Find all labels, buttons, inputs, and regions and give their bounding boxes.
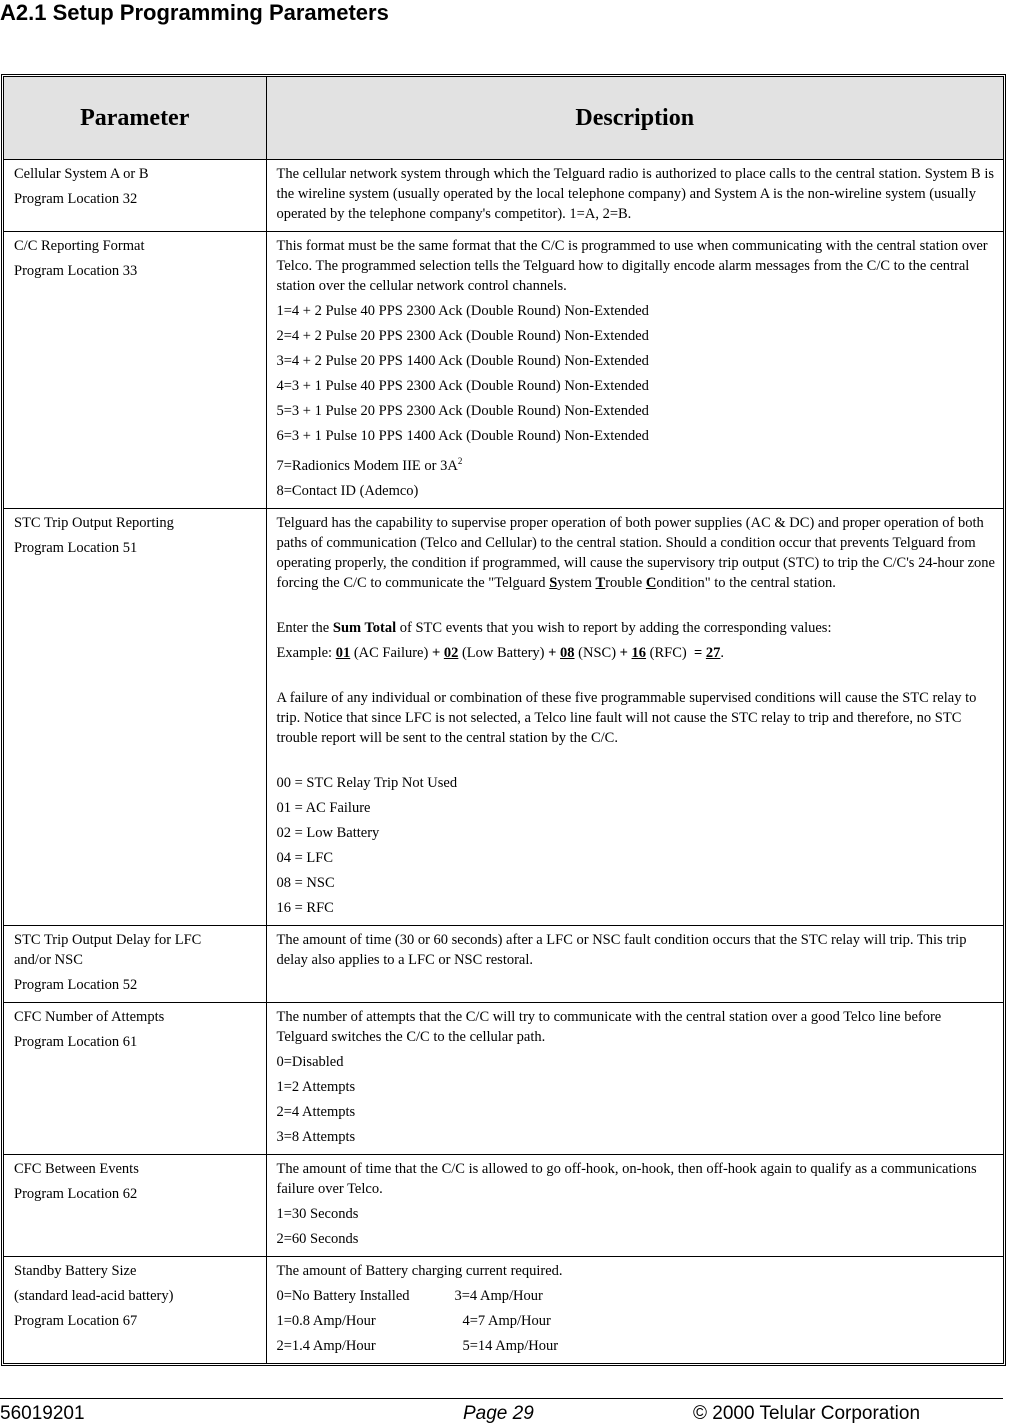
description-cell bbox=[266, 1256, 1003, 1363]
program-location: Program Location 61 bbox=[14, 1033, 138, 1050]
sum-total-label: Sum Total bbox=[332, 619, 397, 636]
example-label: Example: bbox=[276, 644, 333, 661]
battery-option: 3=4 Amp/Hour bbox=[454, 1287, 543, 1304]
parameter-note: (standard lead-acid battery) bbox=[14, 1287, 174, 1304]
parameter-name: C/C Reporting Format bbox=[14, 238, 145, 254]
stc-code: 04 = LFC bbox=[276, 849, 334, 866]
battery-option-row bbox=[277, 1336, 996, 1356]
program-location: Program Location 33 bbox=[14, 263, 138, 279]
battery-option-row bbox=[277, 1311, 996, 1331]
example-text: (NSC) bbox=[578, 644, 617, 661]
description-text: The number of attempts that the C/C will try to communicate with the central station over a good Telco line before Telguard switches the C/C to the cellular path. bbox=[276, 1008, 942, 1045]
plus-sign: + bbox=[431, 644, 441, 661]
description-cell bbox=[266, 508, 1003, 925]
parameter-name: STC Trip Output Reporting bbox=[14, 514, 174, 531]
parameter-cell bbox=[4, 925, 266, 1002]
description-cell bbox=[266, 232, 1003, 509]
intro-text: Telguard has the capability to supervise proper operation of both power supplies (AC & DC) and proper operation of both paths of communication (Telco and Cellular) to the central station. Should a condition occur that prevents Telguard from operating properly, the condition if programmed, will cause the supervisory trip output (STC) to trip the C/C's 24-hour zone forcing the C/C to communicate the "Telguard bbox=[276, 514, 995, 591]
stc-code: 08 = NSC bbox=[276, 874, 335, 891]
battery-option: 5=14 Amp/Hour bbox=[462, 1337, 559, 1354]
format-option: 8=Contact ID (Ademco) bbox=[276, 482, 419, 499]
parameter-name: STC Trip Output Delay for LFC and/or NSC bbox=[14, 931, 202, 968]
program-location: Program Location 51 bbox=[14, 539, 138, 556]
example-value: 01 bbox=[335, 644, 351, 661]
description-text: This format must be the same format that the C/C is programmed to use when communicating with the central station over Telco. The programmed selection tells the Telguard how to digitally encode alarm messages from the C/C to the central station over the cellular network control channels. bbox=[276, 238, 988, 294]
parameter-cell bbox=[4, 1154, 266, 1256]
stc-code: 00 = STC Relay Trip Not Used bbox=[276, 774, 458, 791]
example-text: (RFC) bbox=[649, 644, 687, 661]
attempt-option: 1=2 Attempts bbox=[276, 1078, 356, 1095]
plus-sign: + bbox=[619, 644, 628, 661]
parameter-cell bbox=[4, 160, 266, 232]
interval-option: 1=30 Seconds bbox=[276, 1205, 359, 1222]
example-value: 16 bbox=[631, 644, 647, 661]
description-text: The amount of time (30 or 60 seconds) after a LFC or NSC fault condition occurs that the STC relay will trip. This trip delay also applies to a LFC or NSC restoral. bbox=[276, 931, 967, 968]
description-header: Description bbox=[266, 77, 1003, 160]
header-row bbox=[4, 77, 1003, 160]
battery-option: 1=0.8 Amp/Hour bbox=[276, 1312, 376, 1329]
format-option: 1=4 + 2 Pulse 40 PPS 2300 Ack (Double Round) Non-Extended bbox=[276, 303, 649, 319]
instruction-text: Enter the bbox=[276, 619, 333, 636]
attempt-option: 0=Disabled bbox=[276, 1053, 344, 1070]
stc-code: 16 = RFC bbox=[276, 899, 334, 916]
description-cell bbox=[266, 925, 1003, 1002]
program-location: Program Location 62 bbox=[14, 1185, 138, 1202]
description-text: The amount of time that the C/C is allowed to go off-hook, on-hook, then off-hook again to qualify as a communications failure over Telco. bbox=[276, 1160, 977, 1197]
intro-text: ystem bbox=[557, 574, 596, 591]
table-row bbox=[4, 232, 1003, 509]
intro-text: ondition" to the central station. bbox=[656, 574, 836, 591]
description-cell bbox=[266, 1002, 1003, 1154]
table-row bbox=[4, 1154, 1003, 1256]
program-location: Program Location 67 bbox=[14, 1312, 138, 1329]
table-row bbox=[4, 1256, 1003, 1363]
format-option-text: 7=Radionics Modem IIE or 3A bbox=[276, 457, 458, 474]
parameter-name: CFC Between Events bbox=[14, 1160, 139, 1177]
format-option bbox=[277, 451, 996, 476]
stc-code: 01 = AC Failure bbox=[276, 799, 371, 816]
example-text: . bbox=[720, 644, 725, 661]
parameters-table bbox=[1, 74, 1006, 1366]
description-cell bbox=[266, 160, 1003, 232]
format-option: 5=3 + 1 Pulse 20 PPS 2300 Ack (Double Round) Non-Extended bbox=[276, 403, 649, 419]
table-row bbox=[4, 508, 1003, 925]
program-location: Program Location 32 bbox=[14, 191, 138, 207]
underlined-letter: C bbox=[645, 574, 657, 591]
battery-option-row bbox=[277, 1286, 996, 1306]
sum-total-instruction bbox=[277, 618, 996, 638]
description-cell bbox=[266, 1154, 1003, 1256]
footnote-superscript: 2 bbox=[457, 456, 463, 466]
description-text bbox=[277, 513, 996, 593]
failure-note: A failure of any individual or combination of these five programmable supervised conditions will cause the STC relay to trip. Notice that since LFC is not selected, a Telco line fault will not cause the STC relay to trip and therefore, no STC trouble report will be sent to the central station by the C/C. bbox=[276, 689, 977, 746]
parameter-cell bbox=[4, 1002, 266, 1154]
equals-sign: = bbox=[694, 644, 703, 661]
example-total: 27 bbox=[705, 644, 721, 661]
example-value: 08 bbox=[560, 644, 575, 661]
intro-text: rouble bbox=[605, 574, 646, 591]
parameter-name: Standby Battery Size bbox=[14, 1262, 137, 1279]
program-location: Program Location 52 bbox=[14, 976, 138, 993]
example-text: (AC Failure) bbox=[353, 644, 429, 661]
parameter-name: CFC Number of Attempts bbox=[14, 1008, 165, 1025]
parameter-cell bbox=[4, 508, 266, 925]
format-option: 2=4 + 2 Pulse 20 PPS 2300 Ack (Double Round) Non-Extended bbox=[276, 328, 649, 344]
underlined-letter: S bbox=[549, 574, 558, 591]
parameter-name: Cellular System A or B bbox=[14, 166, 149, 182]
description-text: The cellular network system through which the Telguard radio is authorized to place calls to the central station. System B is the wireline system (usually operated by the local telephone company) and System A is the non-wireline system (usually operated by the telephone company's competitor). 1=A, 2=B. bbox=[276, 166, 994, 222]
example-value: 02 bbox=[443, 644, 459, 661]
attempt-option: 2=4 Attempts bbox=[276, 1103, 356, 1120]
stc-code: 02 = Low Battery bbox=[276, 824, 380, 841]
table-row bbox=[4, 1002, 1003, 1154]
description-text: The amount of Battery charging current required. bbox=[276, 1262, 563, 1279]
plus-sign: + bbox=[548, 644, 557, 661]
instruction-text: of STC events that you wish to report by adding the corresponding values: bbox=[396, 619, 832, 636]
table-row bbox=[4, 925, 1003, 1002]
battery-option: 4=7 Amp/Hour bbox=[462, 1312, 551, 1329]
format-option: 6=3 + 1 Pulse 10 PPS 1400 Ack (Double Round) Non-Extended bbox=[276, 428, 649, 444]
parameter-cell bbox=[4, 232, 266, 509]
underlined-letter: T bbox=[595, 574, 606, 591]
battery-option: 2=1.4 Amp/Hour bbox=[276, 1337, 376, 1354]
document-number: 56019201 bbox=[0, 1403, 85, 1424]
example-line bbox=[277, 643, 996, 663]
interval-option: 2=60 Seconds bbox=[276, 1230, 359, 1247]
parameter-header: Parameter bbox=[4, 77, 266, 160]
battery-option: 0=No Battery Installed bbox=[276, 1287, 410, 1304]
attempt-option: 3=8 Attempts bbox=[276, 1128, 356, 1145]
parameter-cell bbox=[4, 1256, 266, 1363]
table-row bbox=[4, 160, 1003, 232]
example-text: (Low Battery) bbox=[461, 644, 545, 661]
page-number: Page 29 bbox=[463, 1403, 534, 1424]
page-title: A2.1 Setup Programming Parameters bbox=[0, 0, 389, 25]
format-option: 3=4 + 2 Pulse 20 PPS 1400 Ack (Double Round) Non-Extended bbox=[276, 353, 649, 369]
footer-divider bbox=[0, 1398, 1003, 1399]
format-option: 4=3 + 1 Pulse 40 PPS 2300 Ack (Double Round) Non-Extended bbox=[276, 378, 649, 394]
copyright: © 2000 Telular Corporation bbox=[693, 1403, 921, 1424]
